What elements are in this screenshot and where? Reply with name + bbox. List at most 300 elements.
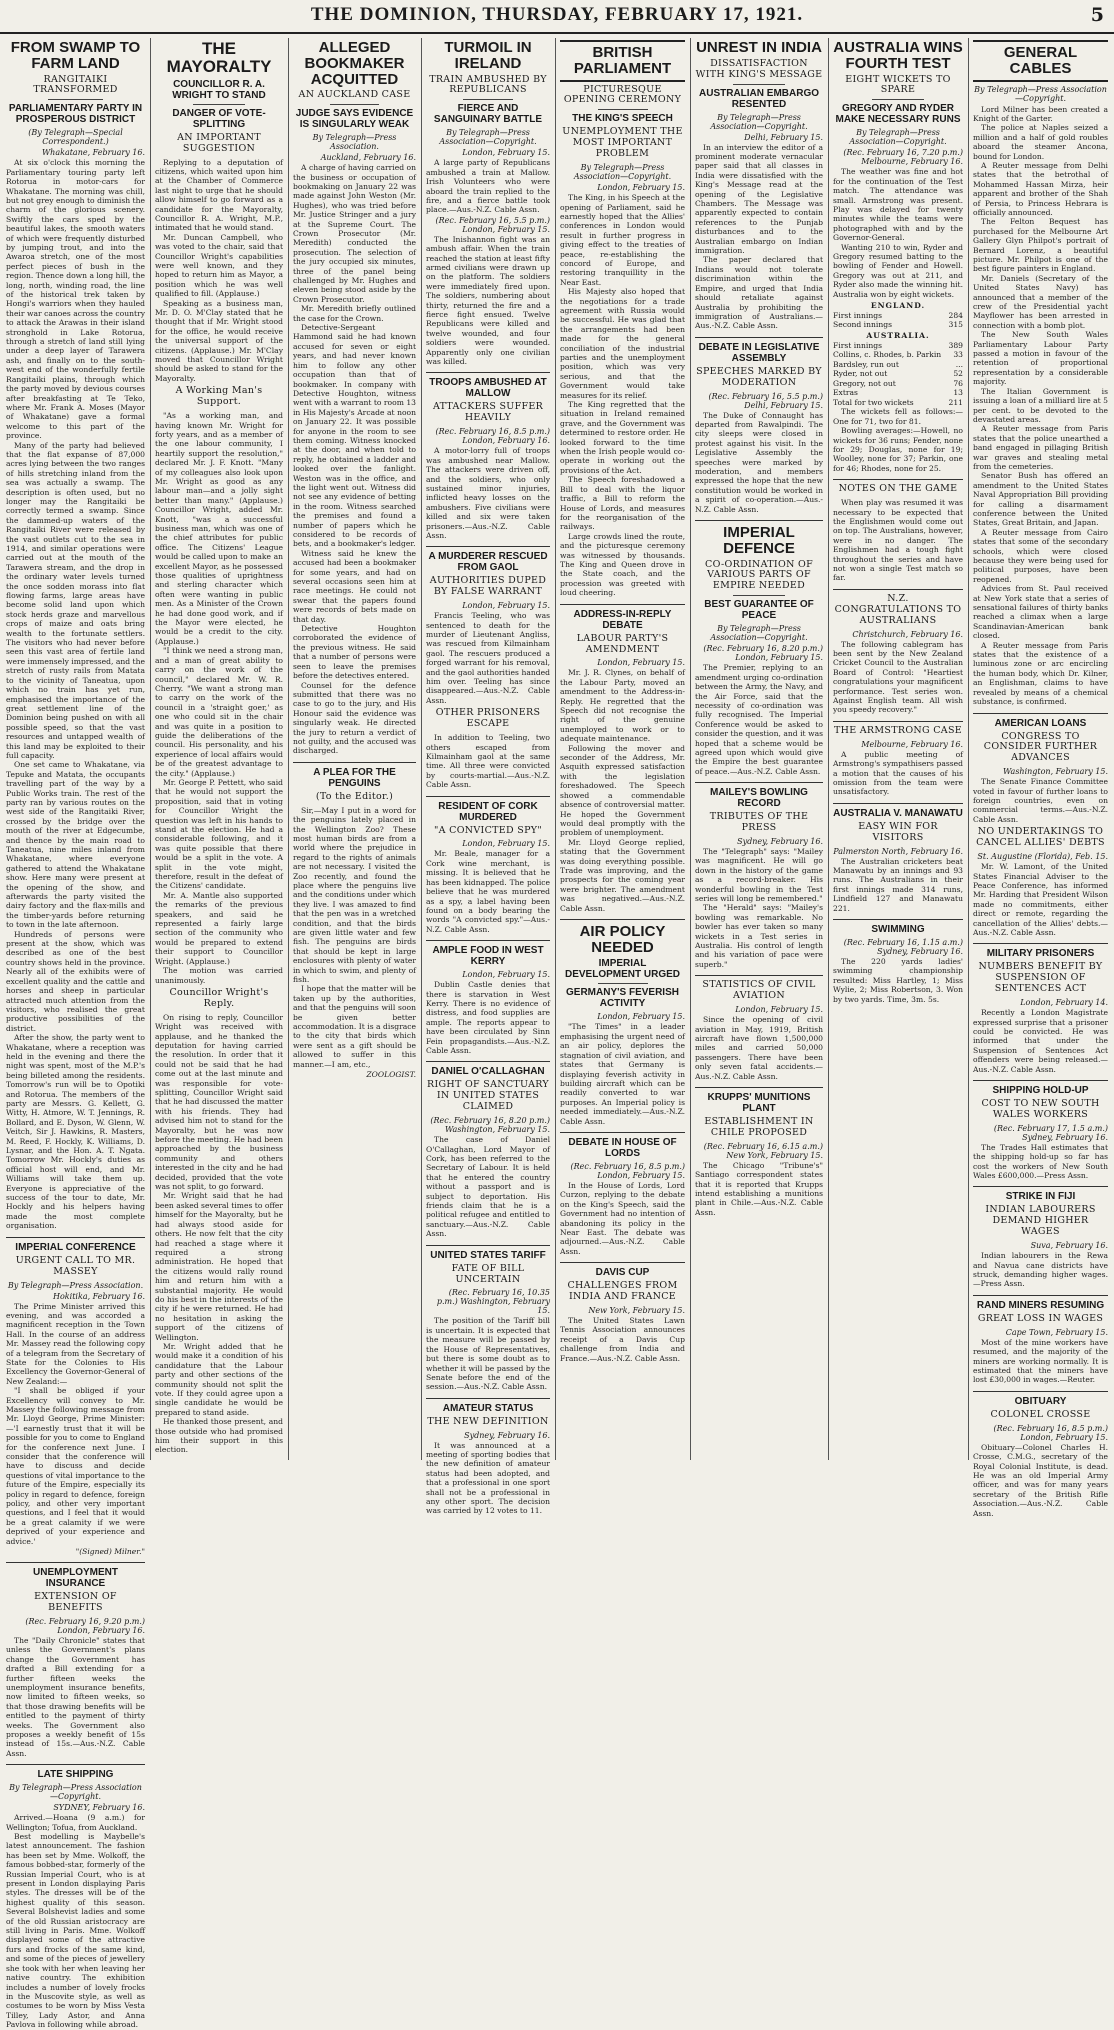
paragraph: A Reuter message from Cairo states that some of the secondary schools, which were closed because they were being used for political purposes, have been reopened.: [973, 527, 1108, 584]
dateline: Melbourne, February 16.: [861, 739, 963, 749]
paragraph: Mr. Beale, manager for a Cork wine merchant, is missing. It is believed that he has been kidnapped. The police believe that he was murdered as a spy, a label having been found on a body bearing the words "A convicted spy."—Aus.-N.Z. Cable Assn.: [426, 849, 550, 934]
paragraph: The Inishannon fight was an ambush affair. When the train reached the station at least fifty armed civilians were drawn up on the platform. The soldiers were immediately fired upon. The soldiers, numbering about thirty, returned the fire and a fierce fight ensued. Twelve Republicans were killed and twelve wounded, and four soldiers were wounded. Apparently only one civilian was killed.: [426, 234, 550, 367]
score-label: Extras: [833, 388, 858, 398]
story-swimming: [833, 924, 963, 1004]
headline: A MURDERER RESCUED FROM GAOL: [428, 551, 548, 574]
headline: AUSTRALIA V. MANAWATU: [833, 807, 963, 819]
dateline: London, February 15.: [462, 970, 550, 980]
paragraph: "I think we need a strong man, and a man of great ability to carry on the work of the council," declared Mr. W. R. Cherry. "We want a strong man to carry on the work of the council in a 'straight goer,' as one who could sit in the chair and was quite in a position to guide the deliberations of the council. His personality, and his experience of local affairs would be of the greatest advantage to the city." (Applause.): [155, 646, 283, 778]
paragraph: The Felton Bequest has purchased for the Melbourne Art Gallery Glyn Philpot's portrait of Bernard Lorenz, a beautiful picture. Mr. Philpot is one of the best figure painters in England.: [973, 217, 1108, 274]
story-nz-congratulations: [833, 594, 963, 715]
column-2: [151, 38, 287, 1462]
subheadline: AN AUCKLAND CASE: [298, 89, 411, 101]
paragraph: Most of the mine workers have resumed, and the majority of the miners are working normally. It is estimated that the miners have lost £30,000 in wages.—Reuter.: [973, 1337, 1108, 1385]
divider: [973, 1080, 1108, 1081]
headline: DAVIS CUP: [595, 1267, 650, 1279]
paragraph: In addition to Teeling, two others escaped from Kilmainham gaol at the same time. All three were convicted by courts-martial.—Aus.-N.Z. Cable Assn.: [426, 733, 550, 790]
story-house-of-lords: [560, 1137, 685, 1256]
paragraph: The Chicago "Tribune's" Santiago correspondent states that it is reported that Krupps intend establishing a munitions plant in Chile.—Aus.-N.Z. Cable Assn.: [695, 1160, 823, 1217]
subheadline: CHALLENGES FROM INDIA AND FRANCE: [567, 1280, 678, 1303]
credit-line: By Telegraph—Press Association.: [7, 1280, 144, 1290]
subheadline: UNEMPLOYMENT THE MOST IMPORTANT PROBLEM: [562, 126, 683, 160]
score-row: [833, 369, 963, 378]
subheadline: AUSTRALIAN EMBARGO RESENTED: [699, 87, 819, 110]
paragraph: The "Daily Chronicle" states that unless the Government's plans change the Government has drafted a Bill extending for a further fifteen weeks the unemployment insurance benefits, now limited to fifteen weeks, so that those drawing benefits will be entitled to the payment of thirty weeks. The Government also proposes a weekly benefit of 15s instead of 15s.—Aus.-N.Z. Cable Assn.: [6, 1635, 145, 1758]
paragraph: Advices from St. Paul received at New York state that a series of sensational failures of thirty banks reached a climax when a large Scandinavian-American bank closed.: [973, 584, 1108, 641]
dateline: London, February 15.: [462, 839, 550, 849]
scoreboard-caption: AUSTRALIA.: [866, 331, 930, 341]
column-7: [829, 38, 967, 1462]
headline: UNITED STATES TARIFF: [430, 1249, 546, 1261]
headline: RAND MINERS RESUMING: [976, 1299, 1105, 1311]
story-military-prisoners: [973, 948, 1108, 1074]
score-row: [833, 388, 963, 397]
credit-line: By Telegraph—Press Association—Copyright.: [710, 112, 808, 131]
dateline: Whakatane, February 16.: [41, 148, 145, 158]
subheadline: COUNCILLOR R. A. WRIGHT TO STAND: [172, 78, 266, 101]
section-heading: OTHER PRISONERS ESCAPE: [435, 707, 541, 730]
paragraph: Best modelling is Maybelle's latest announcement. The fashion has been set by Mme. Wolkoff, the famous bobbed-star, formerly of the Russian Imperial Court, who is at present in London displaying Paris styles. The dresses will be of the highest quality of this season. Several Bolshevist ladies and some of the old Russian aristocracy are still living in Paris. Mme. Wolkoff displayed some of the attractive furs and frocks of the same kind, and some of the pieces of jewellery she took with her when leaving her native country. The exhibition includes a number of lovely frocks in the Muscovite style, as well as costumes to be worn by Miss Vesta Tilley, Lady Astor, and Anna Pavlova in following while abroad.: [6, 1832, 145, 2030]
divider: [598, 109, 648, 110]
column-8: [969, 38, 1112, 1518]
dateline: Suva, February 16.: [1030, 1241, 1108, 1251]
credit-line: By Telegraph—Press Association—Copyright.: [9, 1783, 142, 1802]
subheadline: CO-ORDINATION OF VARIOUS PARTS OF EMPIRE NEEDED: [705, 558, 813, 592]
headline: IMPERIAL DEFENCE: [723, 524, 795, 557]
subheadline: EXTENSION OF BENEFITS: [34, 1591, 117, 1613]
paragraph: Mr. W. Lamont, of the United States Financial Adviser to the Peace Conference, has informed Mr. Harding that President Wilson made no commitments, either direct or remote, regarding the cancellation of the Allies' debts.—Aus.-N.Z. Cable Assn.: [973, 862, 1108, 937]
dateline: St. Augustine (Florida), Feb. 15.: [977, 852, 1108, 862]
paragraph: Wanting 210 to win, Ryder and Gregory resumed batting to the bowling of Fender and Howell. Gregory was out at 211, and Ryder also made the winning hit. Australia won by eight wickets.: [833, 242, 963, 299]
paragraph: Large crowds lined the route, and the picturesque ceremony was witnessed by thousands. The King and Queen drove in the State coach, and the procession was greeted with loud cheering.: [560, 531, 685, 598]
headline: THE ARMSTRONG CASE: [834, 724, 962, 736]
dateline: (Rec. February 16, 8.20 p.m.) London, February 15.: [703, 644, 823, 663]
story-armstrong: [833, 726, 963, 797]
dateline: London, February 15.: [597, 183, 685, 193]
dateline: SYDNEY, February 16.: [53, 1803, 145, 1813]
paragraph: The wickets fell as follows:—One for 71, two for 81.: [833, 407, 963, 426]
column-1: [2, 38, 149, 2030]
subheadline: TRIBUTES OF THE PRESS: [709, 811, 809, 834]
subheadline: GERMANY'S FEVERISH ACTIVITY: [566, 987, 679, 1010]
column-3: [289, 38, 420, 1462]
subheadline: BEST GUARANTEE OF PEACE: [704, 599, 814, 622]
story-ireland: [426, 40, 550, 366]
headline: N.Z. CONGRATULATIONS TO AUSTRALIANS: [834, 592, 962, 626]
score-row: [833, 398, 963, 407]
paragraph: In an interview the editor of a prominent moderate vernacular paper said that all classes in India were dissatisfied with the King's Message read at the opening of the Legislative Chambers. The Message was apparently expected to contain references to the Punjab disturbances and to the Australian embargo on Indian immigration.: [695, 142, 823, 256]
story-penguins: [293, 767, 416, 1079]
story-imperial-conference: [6, 1242, 145, 1556]
paragraph: Counsel for the defence submitted that there was no case to go to the jury, and His Honour said the evidence was singularly weak. He directed the jury to return a verdict of not guilty, and the accused was discharged.: [293, 680, 416, 756]
subheadline: THE KING'S SPEECH: [572, 113, 673, 125]
section-heading: Councillor Wright's Reply.: [169, 986, 269, 1009]
headline: OBITUARY: [1014, 1395, 1067, 1407]
subheadline: ATTACKERS SUFFER HEAVILY: [432, 401, 544, 424]
paragraph: When play was resumed it was necessary to be expected that the Englishmen would come out on top. The Australians, however, were in no danger. The Englishmen had a tough fight throughout the series and have not won a single Test match so far.: [833, 498, 963, 583]
divider: [426, 940, 550, 941]
scoreboard: [833, 301, 963, 407]
dateline: London, February 15.: [597, 1012, 685, 1022]
headline: MAILEY'S BOWLING RECORD: [710, 787, 808, 810]
dateline: (Rec. February 16, 10.35 p.m.) Washington, February 15.: [436, 1288, 550, 1316]
subheadline: AUTHORITIES DUPED BY FALSE WARRANT: [429, 575, 547, 598]
dateline: Palmerston North, February 16.: [833, 846, 963, 856]
dateline: Sydney, February 16.: [737, 837, 823, 847]
headline: SWIMMING: [871, 924, 925, 936]
story-general-cables: [973, 40, 1108, 707]
score-row: [833, 360, 963, 369]
headline: DANIEL O'CALLAGHAN: [431, 1066, 545, 1078]
score-value: 33: [953, 350, 963, 360]
paragraph: A Reuter message from Paris states that the police unearthed a band engaged in pillaging British war graves and stealing metal from the cemeteries.: [973, 424, 1108, 471]
headline: LATE SHIPPING: [37, 1769, 114, 1781]
paragraph: Mr. Wright added that he would make it a condition of his candidature that the Labour party and other sections of the community should not split the vote. If they could agree upon a single candidate he would be prepared to stand aside.: [155, 1341, 283, 1417]
paragraph: Many of the party had believed that the flat expanse of 87,000 acres lying between the two ranges of hills stretching inland from the sea was actually a swamp. The description is often used, but no longer may the Rangitaiki be correctly termed a swamp. Since the dammed-up waters of the Rangitaiki River were released by the vast outlets cut to the sea in 1914, and similar operations were carried out at the mouth of the Tarawera stream, and the drop in the ordinary water levels turned the once sodden morass into flat flowing farms, large areas have become solid land upon which stock herds graze and marvellous crops of maize and oats bring wealth to the fortunate settlers. The visitors who had never before seen this vast area of fertile land were immensely impressed, and the stretch of rusty rails from Matata to the vicinity of Taneatua, upon which no train has yet run, emphasised the importance of the great settlement line of the Dominion being pushed on with all possible speed, so that the vast resources and untapped wealth of this land may be exploited to their full capacity.: [6, 440, 145, 760]
divider: [733, 595, 784, 596]
paragraph: The New South Wales Parliamentary Labour Party passed a motion in favour of the retention of proportional representation by a considerable majority.: [973, 330, 1108, 387]
paragraph: The King regretted that the situation in Ireland remained grave, and the Government was determined to restore order. He looked forward to the time when the Irish people would co-operate in working out the provisions of the Act.: [560, 400, 685, 475]
dateline: London, February 15.: [462, 601, 550, 611]
paragraph: It was announced at a meeting of sporting bodies that the new definition of amateur status had been adopted, and that a professional in one sport shall not be a professional in any other sport. The decision was carried by 12 votes to 11.: [426, 1440, 550, 1516]
story-unemployment-insurance: [6, 1567, 145, 1758]
dateline: Washington, February 15.: [1003, 767, 1108, 777]
subheadline: SPEECHES MARKED BY MODERATION: [696, 365, 822, 388]
subheadline: EASY WIN FOR VISITORS: [858, 820, 938, 843]
divider: [560, 1132, 685, 1133]
paragraph: Mr. Wright said that he had been asked several times to offer himself for the Mayoralty, but he had always stood aside for others. He now felt that the city had reached a stage where it required a strong administration. He hoped that the citizens would rally round him and return him with a substantial majority. He would do his best in the interests of the city if he were returned. He had no hesitation in asking the support of the citizens of Wellington.: [155, 1191, 283, 1342]
score-row: [833, 320, 963, 329]
paragraph: One set came to Whakatane, via Tepuke and Matata, the occupants travelling part of the way by a Public Works train. The rest of the party ran by various routes on the west side of the Rangitaiki River, crossed by the bridge over the mouth of the river at Edgecumbe, and thence by the main road to Taneatua, nine miles inland from Whakatane, where everyone gathered to attend the Whakatane show. Here many were present at the opening of the show, and afterwards the party visited the dairy factory and the flax-mills and the timber-yards before returning to town in the late afternoon.: [6, 760, 145, 930]
dateline: (Rec. February 16, 8.5 p.m.) London, February 15.: [570, 1161, 685, 1180]
paragraph: The case of Daniel O'Callaghan, Lord Mayor of Cork, has been referred to the Secretary of Labour. It is held that he entered the country without a passport and is subject to deportation. His friends claim that he is a political refugee and entitled to sanctuary.—Aus.-N.Z. Cable Assn.: [426, 1135, 550, 1239]
story-air-policy: [560, 924, 685, 1126]
dateline: (Rec. February 17, 1.5 a.m.) Sydney, February 16.: [993, 1123, 1108, 1142]
dateline: (Rec. February 16, 7.20 p.m.) Melbourne, February 16.: [843, 148, 963, 167]
subheadline: PARLIAMENTARY PARTY IN PROSPEROUS DISTRICT: [8, 103, 143, 126]
paragraph: The Prime Minister arrived this evening, and was accorded a magnificent reception in the Town Hall. In the course of an address Mr. Massey read the following copy of a telegram from the Secretary of State for the Colonies to His Excellency the Governor-General of New Zealand:—: [6, 1301, 145, 1386]
paragraph: Mr. J. R. Clynes, on behalf of the Labour Party, moved an amendment to the Address-in-Reply. He regretted that the Speech did not recognise the right of the genuine unemployed to work or to adequate maintenance.: [560, 668, 685, 744]
score-value: 76: [953, 378, 963, 388]
paragraph: Mr. Meredith briefly outlined the case for the Crown.: [293, 304, 416, 323]
headline: ADDRESS-IN-REPLY DEBATE: [573, 608, 672, 631]
divider: [872, 99, 924, 100]
subheadline: GREGORY AND RYDER MAKE NECESSARY RUNS: [835, 103, 961, 126]
story-amateur-status: [426, 1403, 550, 1516]
dateline: (Rec. February 16, 6.15 a.m.) New York, February 15.: [703, 1141, 823, 1160]
story-cork: [426, 801, 550, 935]
paragraph: After the show, the party went to Whakatane, where a reception was held in the evening and there the night was spent, most of the M.P.'s being billeted among the residents. Tomorrow's run will be to Opotiki and Rotorua. The members of the party are Messrs. G. Kellett, G. Witty, H. Atmore, W. T. Jennings, R. Bollard, and E. Dyson, W. Glenn, W. Veitch, Sir J. Hawkins, R. Masters, M. Reed, F. Hockly, K. Williams, D. Lysnar, and the Hon. A. T. Ngata. Tomorrow Mr. Hockly's duties as official host will end, and Mr. Williams will take them up. Everyone is appreciative of the success of the tour to date, Mr. Hockly and his helpers having made the most complete organisation.: [6, 1033, 145, 1231]
story-krupps: [695, 1092, 823, 1217]
story-obituary: [973, 1396, 1108, 1518]
divider: [6, 1237, 145, 1238]
divider: [560, 604, 685, 605]
paragraph: Arrived.—Hoana (9 a.m.) for Wellington; Tofua, from Auckland.: [6, 1813, 145, 1832]
paragraph: In the House of Lords, Lord Curzon, replying to the debate on the King's Speech, said the Government had no intention of abandoning its policy in the Near East. The debate was adjourned.—Aus.-N.Z. Cable Assn.: [560, 1180, 685, 1256]
subheadline: COST TO NEW SOUTH WALES WORKERS: [981, 1098, 1100, 1120]
headline: AIR POLICY NEEDED: [579, 922, 666, 956]
paragraph: The paper declared that Indians would not tolerate discrimination within the Empire, and urged that India should retaliate against Australia by prohibiting the immigration of Australians.—Aus.-N.Z. Cable Assn.: [695, 255, 823, 331]
score-label: First innings: [833, 310, 882, 320]
story-davis-cup: [560, 1267, 685, 1363]
paragraph: Following the mover and seconder of the Address, Mr. Asquith expressed satisfaction with the legislation foreshadowed. The Speech showed a commendable absence of controversial matter. He hoped the Government would deal promptly with the problem of unemployment.: [560, 743, 685, 838]
headline: STATISTICS OF CIVIL AVIATION: [702, 979, 816, 1002]
subheadline: IMPERIAL DEVELOPMENT URGED: [564, 958, 680, 981]
subheadline: JUDGE SAYS EVIDENCE IS SINGULARLY WEAK: [295, 108, 414, 131]
headline: TURMOIL IN IRELAND: [444, 39, 532, 72]
credit-line: By Telegraph—Press Association—Copyright.: [710, 624, 808, 643]
paragraph: A Reuter message from Delhi states that the betrothal of Mohammed Hassan Mirza, heir apparent and brother of the Shah of Persia, to Princess Hebrara is officially announced.: [973, 160, 1108, 217]
divider: [463, 99, 513, 100]
divider: [426, 546, 550, 547]
story-legislative-assembly: [695, 342, 823, 514]
subheadline: "A CONVICTED SPY": [433, 824, 543, 836]
score-label: First innings: [833, 340, 882, 350]
story-fourth-test: [833, 40, 963, 473]
dateline: (Rec. February 16, 8.5 p.m.) London, February 16.: [435, 427, 550, 446]
paragraph: Lord Milner has been created a Knight of the Garter.: [973, 104, 1108, 123]
headline: AMERICAN LOANS: [994, 717, 1087, 729]
paragraph: Witness said he knew the accused had been a bookmaker for some years, and had on several occasions seen him at race meetings. He could not swear that the papers found were records of bets made on that day.: [293, 548, 416, 624]
headline: AMATEUR STATUS: [442, 1402, 534, 1414]
dateline: New York, February 15.: [588, 1306, 685, 1316]
headline: UNEMPLOYMENT INSURANCE: [33, 1567, 118, 1590]
paragraph: Obituary—Colonel Charles H. Crosse, C.M.G., secretary of the Royal Colonial Institute, is dead. He was an old Imperial Army officer, and was for many years secretary of the British Rifle Association.—Aus.-N.Z. Cable Assn.: [973, 1442, 1108, 1518]
paragraph: Mr. Daniels (Secretary of the United States Navy) has announced that a member of the crew of the Presidential yacht Mayflower has been arrested in connection with a bomb plot.: [973, 273, 1108, 330]
headline: DEBATE IN HOUSE OF LORDS: [568, 1136, 677, 1159]
paragraph: "As a working man, and having known Mr. Wright for forty years, and as a member of the one labour community, I heartily support the resolution," declared Mr. J. F. Knott. "Many of my colleagues also look upon Mr. Wright as good as any labour man—and a jolly sight better than many." (Applause.) Councillor Wright, added Mr. Knott, "was a successful business man, which was one of the chief attributes for public office. The Citizens' League would be called upon to make an excellent Mayor, as he possessed those qualities of uprightness and sterling character which often were wanting in public men. As a Minister of the Crown he had done good work, and if the Mayor were elected, he would be a credit to the city. (Applause.): [155, 411, 283, 646]
divider: [833, 589, 963, 590]
divider: [6, 1764, 145, 1765]
story-west-kerry: [426, 945, 550, 1055]
divider: [193, 104, 244, 105]
paragraph: A public meeting of Armstrong's sympathisers passed a motion that the causes of his omission from the team were unsatisfactory.: [833, 749, 963, 797]
subheadline: DANGER OF VOTE-SPLITTING: [172, 107, 266, 130]
subheadline: THE NEW DEFINITION: [427, 1415, 549, 1427]
paragraph: Speaking as a business man, Mr. D. O. M'Clay stated that he thought that if Mr. Wright stood for the office, he would receive the universal support of the citizens. (Applause.) Mr. M'Clay moved that Councillor Wright should be asked to stand for the Mayoralty.: [155, 298, 283, 383]
story-india-unrest: [695, 40, 823, 331]
story-bookmaker: [293, 40, 416, 756]
score-value: 13: [953, 388, 963, 398]
divider: [833, 803, 963, 804]
story-murderer-rescued: [426, 551, 550, 789]
paragraph: The United States Lawn Tennis Association announces receipt of a Davis Cup challenge from India and France.—Aus.-N.Z. Cable Assn.: [560, 1316, 685, 1363]
paragraph: The Australian cricketers beat Manawatu by an innings and 93 runs. The Australians in their first innings made 314 runs, Lindfield 127 and Manawatu 221.: [833, 856, 963, 913]
divider: [293, 762, 416, 763]
paragraph: Mr. George P. Pettett, who said that he would not support the proposition, said that in voting for Councillor Wright the question was left in his hands to stand at the election. He had a considerable following, and it was quite possible that there would be a split in the vote. A split in the vote might, therefore, result in the defeat of the Citizens' candidate.: [155, 777, 283, 891]
credit-line: By Telegraph—Press Association—Copyright.: [439, 128, 537, 147]
headline: DEBATE IN LEGISLATIVE ASSEMBLY: [698, 341, 820, 364]
paragraph: The Senate Finance Committee voted in favour of further loans to foreign countries, even on commercial terms.—Aus.-N.Z. Cable Assn.: [973, 777, 1108, 824]
paragraph: The Speech foreshadowed a Bill to deal with the liquor traffic, a Bill to reform the House of Lords, and measures for the reorganisation of the railways.: [560, 475, 685, 532]
divider: [973, 1295, 1108, 1296]
subheadline: GREAT LOSS IN WAGES: [977, 1312, 1104, 1324]
column-4: [422, 38, 554, 1516]
score-label: Bardsley, run out: [833, 359, 899, 369]
subheadline: TRAIN AMBUSHED BY REPUBLICANS: [429, 73, 547, 96]
score-row: [833, 379, 963, 388]
paragraph: Dublin Castle denies that there is starvation in West Kerry. There is no evidence of distress, and food supplies are ample. The reports appear to have been circulated by Sinn Fein propagandists.—Aus.-N.Z. Cable Assn.: [426, 980, 550, 1055]
section-heading: A Working Man's Support.: [175, 385, 263, 408]
score-value: 389: [948, 340, 963, 350]
headline: STRIKE IN FIJI: [1005, 1191, 1076, 1203]
story-ocallaghan: [426, 1066, 550, 1238]
dateline: London, February 15.: [597, 658, 685, 668]
headline: BRITISH PARLIAMENT: [560, 40, 685, 82]
subheadline: FATE OF BILL UNCERTAIN: [451, 1262, 525, 1285]
paragraph: A charge of having carried on the business or occupation of bookmaking on January 22 was made against John Weston (Mr. Hughes), who was tried before Mr. Justice Stringer and a jury at the Supreme Court. The Crown Prosecutor (Mr. Meredith) conducted the prosecution. The selection of the jury occupied six minutes, three of the panel being challenged by Mr. Hughes and eleven being stood aside by the Crown Prosecutor.: [293, 163, 416, 304]
subheadline: INDIAN LABOURERS DEMAND HIGHER WAGES: [985, 1204, 1096, 1238]
paragraph: Detective Houghton corroborated the evidence of the previous witness. He said that a number of persons were seen to leave the premises before the detectives entered.: [293, 624, 416, 681]
scoreboard-caption: ENGLAND.: [870, 301, 926, 311]
story-manawatu: [833, 808, 963, 913]
divider: [426, 1398, 550, 1399]
paragraph: Detective-Sergeant Hammond said he had known accused for seven or eight years, and had never known him to follow any other occupation than that of bookmaker. In company with Detective Houghton, witness went with a warrant to room 13 in His Majesty's Arcade at noon on January 22. It was possible for anyone in the room to see them coming. Witness knocked at the door, and when told to reply, he obtained a ladder and looked over the fanlight. Weston was in the office, and the light went out. Witness did not see any evidence of betting in the room. Witness searched the premises and found a number of papers which he considered to be records of bets, and a bookmaker's ledger.: [293, 323, 416, 549]
subheadline: EIGHT WICKETS TO SPARE: [845, 73, 951, 96]
dateline: (Rec. February 16, 5.5 p.m.) Delhi, February 15.: [708, 391, 823, 410]
divider: [695, 975, 823, 976]
subheadline: NO UNDERTAKINGS TO CANCEL ALLIES' DEBTS: [976, 826, 1105, 849]
masthead: [0, 0, 1114, 34]
divider: [330, 104, 379, 105]
story-late-shipping: [6, 1769, 145, 2029]
subheadline: LABOUR PARTY'S AMENDMENT: [576, 632, 669, 655]
divider: [695, 782, 823, 783]
subheadline: (To the Editor.): [315, 790, 394, 802]
divider: [833, 721, 963, 722]
headline: SHIPPING HOLD-UP: [992, 1085, 1089, 1096]
subheadline: ESTABLISHMENT IN CHILE PROPOSED: [704, 1115, 814, 1138]
dateline: (Rec. February 16, 9.20 p.m.) London, February 16.: [25, 1616, 145, 1635]
dateline: Hokitika, February 16.: [53, 1291, 145, 1301]
story-address-in-reply: [560, 609, 685, 913]
divider: [426, 372, 550, 373]
headline: RESIDENT OF CORK MURDERED: [438, 800, 538, 823]
headline: KRUPPS' MUNITIONS PLANT: [707, 1091, 811, 1114]
credit-line: By Telegraph—Press Association—Copyright.: [974, 84, 1107, 103]
story-civil-aviation: [695, 980, 823, 1081]
dateline: Cape Town, February 15.: [1005, 1327, 1108, 1337]
headline: IMPERIAL CONFERENCE: [15, 1241, 136, 1253]
dateline: (Rec. February 16, 8.20 p.m.) Washington, February 15.: [430, 1116, 550, 1135]
subheadline: FIERCE AND SANGUINARY BATTLE: [433, 103, 543, 126]
headline: GENERAL CABLES: [973, 40, 1108, 82]
paragraph: Hundreds of persons were present at the show, which was described as one of the best country shows held in the province. Nearly all of the exhibits were of excellent quality and the cattle and horses and sheep in particular attracted much attention from the visitors, who realised the great productive possibilities of the district.: [6, 929, 145, 1033]
paragraph: A large party of Republicans ambushed a train at Mallow. Irish Volunteers who were aboard the train replied to the fire, and a fierce battle took place.—Aus.-N.Z. Cable Assn.: [426, 158, 550, 215]
paragraph: Mr. A. Mantle also supported the remarks of the previous speakers, and said he represented a fairly large section of the community who would be prepared to extend their support to Councillor Wright. (Applause.): [155, 890, 283, 966]
score-label: Gregory, not out: [833, 378, 896, 388]
credit-line: (By Telegraph—Special Correspondent.): [28, 128, 123, 147]
dateline: (Rec. February 16, 5.5 p.m.) London, February 15.: [435, 215, 550, 234]
divider: [695, 1087, 823, 1088]
subheadline: DISSATISFACTION WITH KING'S MESSAGE: [695, 57, 823, 80]
paragraph: The following cablegram has been sent by the New Zealand Cricket Council to the Australian Board of Control: "Heartiest congratulations your magnificent performance. Test series won. Against English team. All wish you speedy recovery.": [833, 639, 963, 715]
paragraph: He thanked those present, and those outside who had promised him their support in this election.: [155, 1417, 283, 1455]
headline: UNREST IN INDIA: [696, 39, 822, 56]
divider: [560, 919, 685, 920]
score-value: 211: [948, 397, 963, 407]
story-rand-miners: [973, 1300, 1108, 1385]
divider: [833, 479, 963, 480]
story-mayoralty: [155, 40, 283, 1455]
paragraph: Mr. Lloyd George replied, stating that the Government was doing everything possible. Trade was improving, and the prospects for the coming year were brighter. The amendment was negatived.—Aus.-N.Z. Cable Assn.: [560, 837, 685, 913]
score-value: ...: [955, 359, 963, 369]
headline: TROOPS AMBUSHED AT MALLOW: [429, 377, 547, 400]
divider: [560, 1262, 685, 1263]
paragraph: I hope that the matter will be taken up by the authorities, and that the penguins will soon be given better accommodation. It is a disgrace to the city that birds which were sent as a gift should be allowed to suffer in this manner.—I am, etc.,: [293, 984, 416, 1069]
paragraph: At six o'clock this morning the Parliamentary touring party left Rotorua in motor-cars for Whakatane. The morning was chill, but not grey enough to diminish the charm of the glorious scenery. Swiftly the cars sped by the beautiful lakes, the smooth waters of which were frequently disturbed by jumping trout, and into the Awaroa stretch, one of the most perfect pieces of bush in the region. Thence down a long hill, the long, north, winding road, the line of the historical trek taken by Hongi's warriors when they hauled their war canoes across the country to attack the Arawas in their island stronghold in Lake Rotorua, through a stretch of land still lying under a deep layer of Tarawera ash, and finally on to the south-west end of the wonderfully fertile Rangitaiki plains, through which the party moved by devious courses after breakfasting at Te Teko, where Mr. Frank A. Moses (Mayor of Whakatane) gave a formal welcome to this part of the province.: [6, 158, 145, 441]
headline: ALLEGED BOOKMAKER ACQUITTED: [304, 39, 405, 88]
paragraph: The Italian Government is issuing a loan of a milliard lire at 5 per cent. to be devoted to the devastated areas.: [973, 386, 1108, 424]
paragraph: The Trades Hall estimates that the shipping hold-up so far has cost the workers of New South Wales £600,000.—Press Assn.: [973, 1142, 1108, 1181]
paragraph: The Premier, replying to an amendment urging co-ordination between the Army, the Navy, and the Air Force, said that the necessity of co-ordination was fully recognised. The Imperial Conference would be asked to consider the question, and it was hoped that a scheme would be agreed upon which would give the Empire the best guarantee of peace.—Aus.-N.Z. Cable Assn.: [695, 663, 823, 776]
dateline: London, February 14.: [1020, 998, 1108, 1008]
paragraph: His Majesty also hoped that the negotiations for a trade agreement with Russia would be successful. He was glad that the arrangements had been made for the general conciliation of the industrial parties and the unemployment position, which was very serious, and that the Government would take measures for its relief.: [560, 287, 685, 400]
paragraph: Senator Bush has offered an amendment to the United States Naval Appropriation Bill providing for calling a disarmament conference between the United States, Great Britain, and Japan.: [973, 471, 1108, 528]
dateline: (Rec. February 16, 1.15 a.m.) Sydney, February 16.: [843, 938, 963, 957]
subheadline: URGENT CALL TO MR. MASSEY: [15, 1254, 136, 1277]
subheadline: AN IMPORTANT SUGGESTION: [177, 131, 261, 154]
dateline: London, February 15.: [462, 148, 550, 158]
dateline: London, February 15.: [735, 1005, 823, 1015]
signature: "(Signed) Milner.": [75, 1547, 145, 1557]
paragraph: The "Telegraph" says: "Mailey was magnificent. He will go down in the history of the game as a record-breaker. His wonderful bowling in the Test series will long be remembered.": [695, 847, 823, 904]
paragraph: The police at Naples seized a million and a half of gold roubles aboard the steamer Ancona, bound for London.: [973, 123, 1108, 161]
divider: [426, 796, 550, 797]
story-shipping-hold-up: [973, 1085, 1108, 1180]
credit-line: By Telegraph—Press Association—Copyright.: [573, 163, 672, 182]
divider: [695, 520, 823, 521]
score-value: 52: [953, 369, 963, 379]
page-number: 5: [1090, 4, 1104, 26]
paragraph: Francis Teeling, who was sentenced to death for the murder of Lieutenant Angliss, was rescued from Kilmainham gaol. The rescuers produced a forged warrant for his removal, and the gaol authorities handed him over. Teeling has since disappeared.—Aus.-N.Z. Cable Assn.: [426, 611, 550, 705]
subheadline: RANGITAIKI TRANSFORMED: [33, 73, 118, 96]
headline: NOTES ON THE GAME: [838, 483, 958, 495]
divider: [973, 943, 1108, 944]
credit-line: By Telegraph—Press Association—Copyright.: [849, 128, 947, 147]
headline: AUSTRALIA WINS FOURTH TEST: [833, 39, 963, 72]
paragraph: The Duke of Connaught has departed from Rawalpindi. The city sleeps were closed in protest against his visit. In the Legislative Assembly the speeches were marked by moderation, and members expressed the hope that the new constitution would be worked in a spirit of co-operation.—Aus.-N.Z. Cable Assn.: [695, 410, 823, 514]
divider: [6, 1562, 145, 1563]
column-6: [691, 38, 827, 1462]
dateline: Sydney, February 16.: [464, 1430, 550, 1440]
paragraph: Bowling averages:—Howell, no wickets for 36 runs; Fender, none for 29; Douglas, none for 19; Woolley, none for 37; Parkin, one for 46; Rhodes, none for 25.: [833, 426, 963, 473]
paragraph: The "Herald" says: "Mailey's bowling was remarkable. No bowler has ever taken so many wickets in a Test series in Australia. His control of length and his variation of pace were superb.": [695, 903, 823, 969]
paragraph: Replying to a deputation of citizens, which waited upon him at the Chamber of Commerce last night to urge that he should allow himself to go forward as a candidate for the Mayoralty, Councillor R. A. Wright, M.P., intimated that he would stand.: [155, 157, 283, 233]
paragraph: "I shall be obliged if your Excellency will convey to Mr. Massey the following message from Mr. Lloyd George, Prime Minister:—'I earnestly trust that it will be possible for you to come to England for the conference next June. I consider that the conference will have to discuss and decide questions of vital importance to the future of the Empire, especially its policy in regard to defence, foreign policy, and other very important questions, and I feel that it would be a great calamity if we were deprived of your experience and advice.': [6, 1386, 145, 1546]
dateline: Christchurch, February 16.: [852, 629, 963, 639]
paragraph: Mr. Duncan Campbell, who was voted to the chair, said that Councillor Wright's capabilities were well known, and they hoped to return him as Mayor, a position which he was well qualified to fill. (Applause.): [155, 232, 283, 299]
divider: [695, 337, 823, 338]
column-5: [556, 38, 689, 1462]
divider: [598, 983, 648, 984]
paragraph: The weather was fine and hot for the continuation of the Test match. The attendance was small. Armstrong was present. Play was delayed for twenty minutes while the teams were photographed with and by the Governor-General.: [833, 167, 963, 243]
subheadline: CONGRESS TO CONSIDER FURTHER ADVANCES: [983, 730, 1098, 764]
subheadline: NUMBERS BENEFIT BY SUSPENSION OF SENTENCES ACT: [978, 961, 1103, 995]
divider: [426, 1245, 550, 1246]
story-us-tariff: [426, 1250, 550, 1392]
story-notes-on-game: [833, 484, 963, 583]
score-label: Total for two wickets: [833, 397, 914, 407]
credit-line: By Telegraph—Press Association.: [312, 133, 397, 152]
headline: FROM SWAMP TO FARM LAND: [10, 39, 141, 72]
subheadline: RIGHT OF SANCTUARY IN UNITED STATES CLAIMED: [427, 1079, 549, 1113]
divider: [48, 99, 104, 100]
story-mailey: [695, 787, 823, 969]
headline: A PLEA FOR THE PENGUINS: [313, 766, 396, 789]
score-label: Ryder, not out: [833, 369, 888, 379]
story-imperial-defence: [695, 525, 823, 776]
